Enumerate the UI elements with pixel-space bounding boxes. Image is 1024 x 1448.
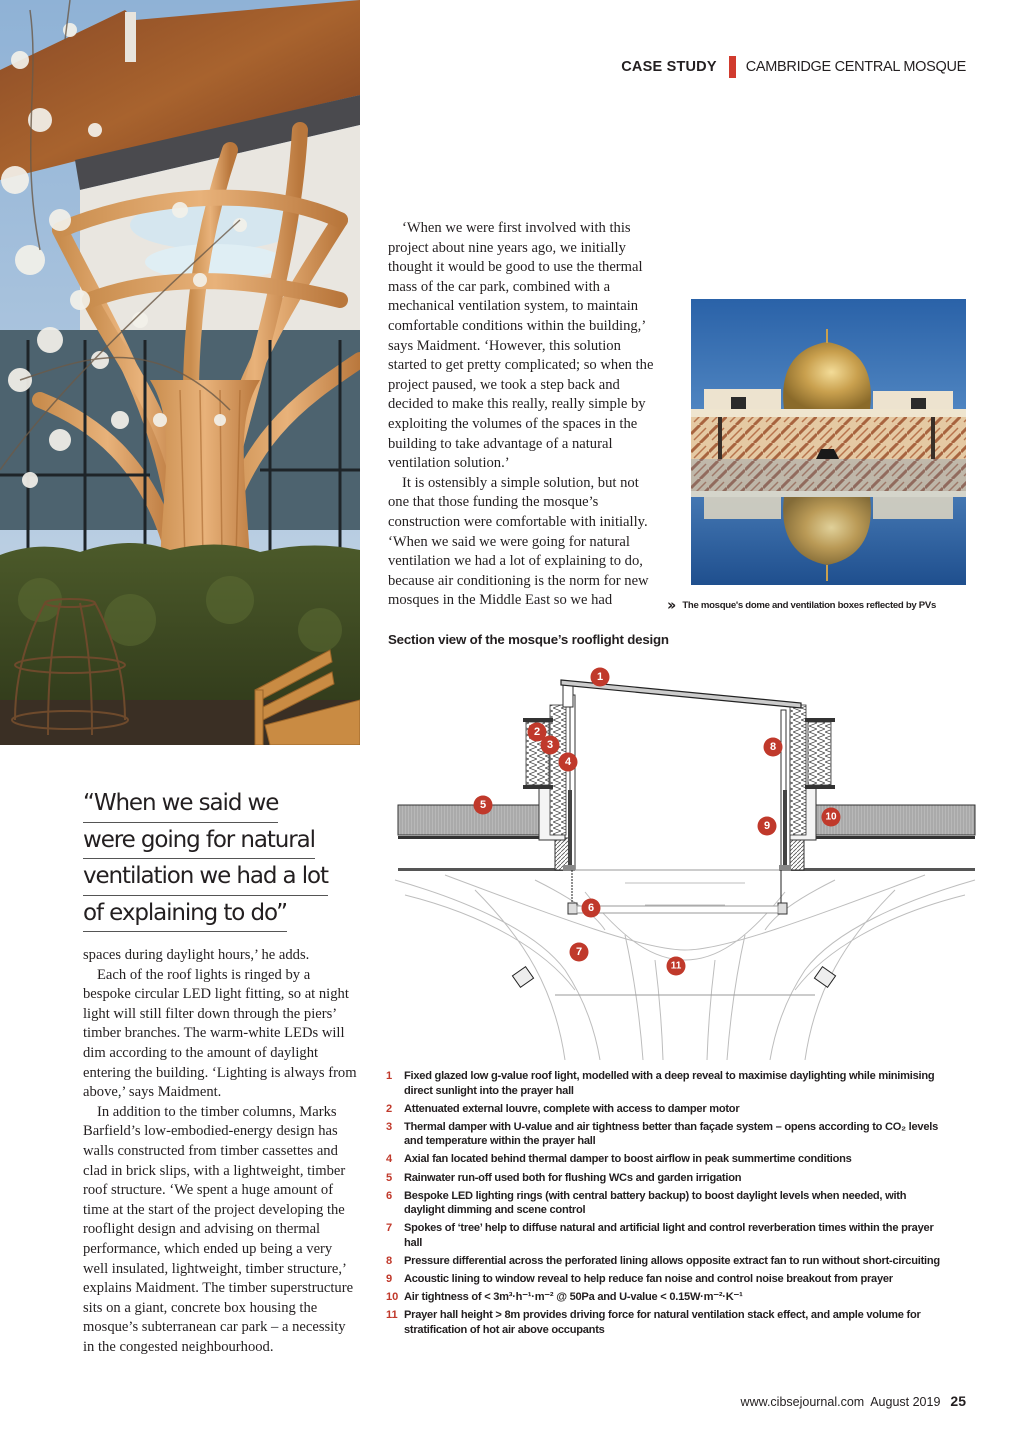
- pull-quote-line: were going for natural: [83, 823, 315, 860]
- rooflight-section-diagram: [385, 660, 985, 1060]
- legend-text: Acoustic lining to window reveal to help reduce fan noise and control noise breakout from prayer: [404, 1273, 893, 1286]
- svg-text:5: 5: [479, 799, 487, 811]
- svg-text:10: 10: [825, 811, 837, 823]
- timber-columns-photo: [0, 0, 360, 745]
- legend-item: [386, 1069, 946, 1098]
- legend-text: Pressure differential across the perforated lining allows opposite extract fan to run without short-circuiting: [404, 1255, 940, 1268]
- marker-4: [559, 753, 578, 772]
- svg-text:3: 3: [546, 739, 554, 751]
- svg-text:9: 9: [763, 820, 771, 832]
- diagram-title: Section view of the mosque’s rooflight design: [388, 632, 669, 647]
- article-body-left: [83, 946, 358, 1357]
- legend-number: 9: [386, 1273, 393, 1286]
- photo-caption: [667, 596, 936, 614]
- marker-11: [667, 957, 686, 976]
- main-photo: [0, 0, 360, 745]
- svg-text:4: 4: [564, 756, 572, 768]
- legend-item: [386, 1254, 946, 1269]
- legend-number: 6: [386, 1189, 393, 1202]
- double-chevron-right-icon: ››: [667, 596, 674, 614]
- marker-8: [764, 738, 783, 757]
- legend-text: Fixed glazed low g-value roof light, modelled with a deep reveal to maximise daylighting while minimising direct sunlight into the prayer hall: [404, 1070, 935, 1097]
- legend-number: 7: [386, 1222, 393, 1235]
- pull-quote-line: of explaining to do”: [83, 896, 287, 933]
- svg-text:8: 8: [769, 741, 777, 753]
- legend-item: [386, 1102, 946, 1117]
- pull-quote-line: “When we said we: [83, 786, 278, 823]
- legend-text: Bespoke LED lighting rings (with central battery backup) to boost daylight levels when needed, with daylight dimming and scene control: [404, 1189, 907, 1217]
- section-drawing: [385, 660, 985, 1060]
- body-paragraph: It is ostensibly a simple solution, but not one that those funding the mosque’s construction were comfortable with initially. ‘When we said we were going for natural ventilation we had a lot of explaining to do, because air conditioning is the norm for new mosques in the Middle East so we had: [388, 474, 649, 609]
- legend-number: 11: [386, 1309, 398, 1322]
- legend-text: Prayer hall height > 8m provides driving force for natural ventilation stack effect, and ample volume for stratification of hot air above occupants: [404, 1309, 921, 1336]
- body-paragraph: Each of the roof lights is ringed by a bespoke circular LED light fitting, so at night light will still filter down through the piers’ timber branches. The warm-white LEDs will dim according to the amount of daylight entering the building. ‘Lighting is always from above,’ says Maidment.: [83, 966, 357, 1101]
- svg-text:11: 11: [670, 960, 682, 972]
- legend-number: 1: [386, 1070, 393, 1082]
- header-divider-bar: [729, 56, 736, 78]
- legend-text: Rainwater run-off used both for flushing WCs and garden irrigation: [404, 1171, 742, 1184]
- legend-number: 3: [386, 1120, 393, 1133]
- legend-text: Axial fan located behind thermal damper to boost airflow in peak summertime conditions: [404, 1153, 852, 1166]
- legend-number: 4: [386, 1153, 393, 1166]
- article-body-middle: [388, 219, 660, 611]
- svg-text:2: 2: [533, 726, 541, 738]
- legend-text: Spokes of ‘tree’ help to diffuse natural and artificial light and control reverberation times within the prayer hall: [404, 1222, 934, 1249]
- legend-text: Air tightness of < 3m³·h⁻¹·m⁻² @ 50Pa and U-value < 0.15W·m⁻²·K⁻¹: [404, 1291, 743, 1304]
- page-header: [621, 56, 966, 78]
- svg-text:7: 7: [575, 946, 583, 958]
- legend-item: [386, 1272, 946, 1287]
- dome-reflection-photo: [691, 299, 966, 585]
- marker-3: [541, 736, 560, 755]
- caption-text: The mosque's dome and ventilation boxes reflected by PVs: [682, 599, 937, 611]
- legend-number: 8: [386, 1255, 393, 1268]
- marker-5: [474, 796, 493, 815]
- legend-text: Attenuated external louvre, complete with access to damper motor: [404, 1102, 740, 1115]
- article-topic: CAMBRIDGE CENTRAL MOSQUE: [745, 59, 966, 75]
- legend-item: [386, 1290, 946, 1305]
- marker-7: [570, 943, 589, 962]
- legend-item: [386, 1221, 946, 1250]
- marker-1: [591, 668, 610, 687]
- website-url[interactable]: www.cibsejournal.com: [740, 1395, 865, 1409]
- mosque-dome-photo: [691, 299, 966, 585]
- legend-number: 2: [386, 1102, 393, 1115]
- issue-date: August 2019: [870, 1395, 941, 1409]
- legend-item: [386, 1189, 946, 1218]
- pull-quote-line: ventilation we had a lot: [83, 859, 328, 896]
- legend-number: 5: [386, 1171, 393, 1184]
- marker-9: [758, 817, 777, 836]
- svg-text:1: 1: [596, 671, 604, 683]
- svg-text:6: 6: [587, 902, 595, 914]
- body-paragraph: In addition to the timber columns, Marks Barfield’s low-embodied-energy design has walls constructed from timber cassettes and clad in brick slips, with a lightweight, timber roof structure. ‘We spent a huge amount of time at the start of the project developing the rooflight design and advising on thermal performance, which ended up being a very well insulated, lightweight, timber structure,’ explains Maidment. The timber superstructure sits on a giant, concrete box housing the mosque’s subterranean car park – a necessity in the congested neighbourhood.: [83, 1103, 354, 1355]
- page-footer: [741, 1393, 966, 1409]
- legend-item: [386, 1308, 946, 1337]
- legend-item: [386, 1152, 946, 1167]
- legend-item: [386, 1171, 946, 1186]
- page-number: 25: [950, 1393, 966, 1409]
- body-paragraph: spaces during daylight hours,’ he adds.: [83, 947, 310, 963]
- legend-text: Thermal damper with U-value and air tightness better than façade system – opens according to CO₂ levels and temperature within the prayer hall: [404, 1120, 939, 1148]
- legend-number: 10: [386, 1291, 399, 1304]
- section-label: CASE STUDY: [621, 59, 717, 75]
- diagram-legend: [386, 1069, 946, 1341]
- pull-quote: [83, 786, 353, 932]
- legend-item: [386, 1120, 946, 1149]
- body-paragraph: ‘When we were first involved with this project about nine years ago, we initially thought it would be good to use the thermal mass of the car park, combined with a mechanical ventilation system, to maintain comfortable conditions within the building,’ says Maidment. ‘However, this solution started to get pretty complicated; so when the project paused, we took a step back and decided to make this really, really simple by exploiting the volumes of the spaces in the building to take advantage of a natural ventilation solution.’: [388, 220, 654, 472]
- marker-6: [582, 899, 601, 918]
- marker-10: [822, 808, 841, 827]
